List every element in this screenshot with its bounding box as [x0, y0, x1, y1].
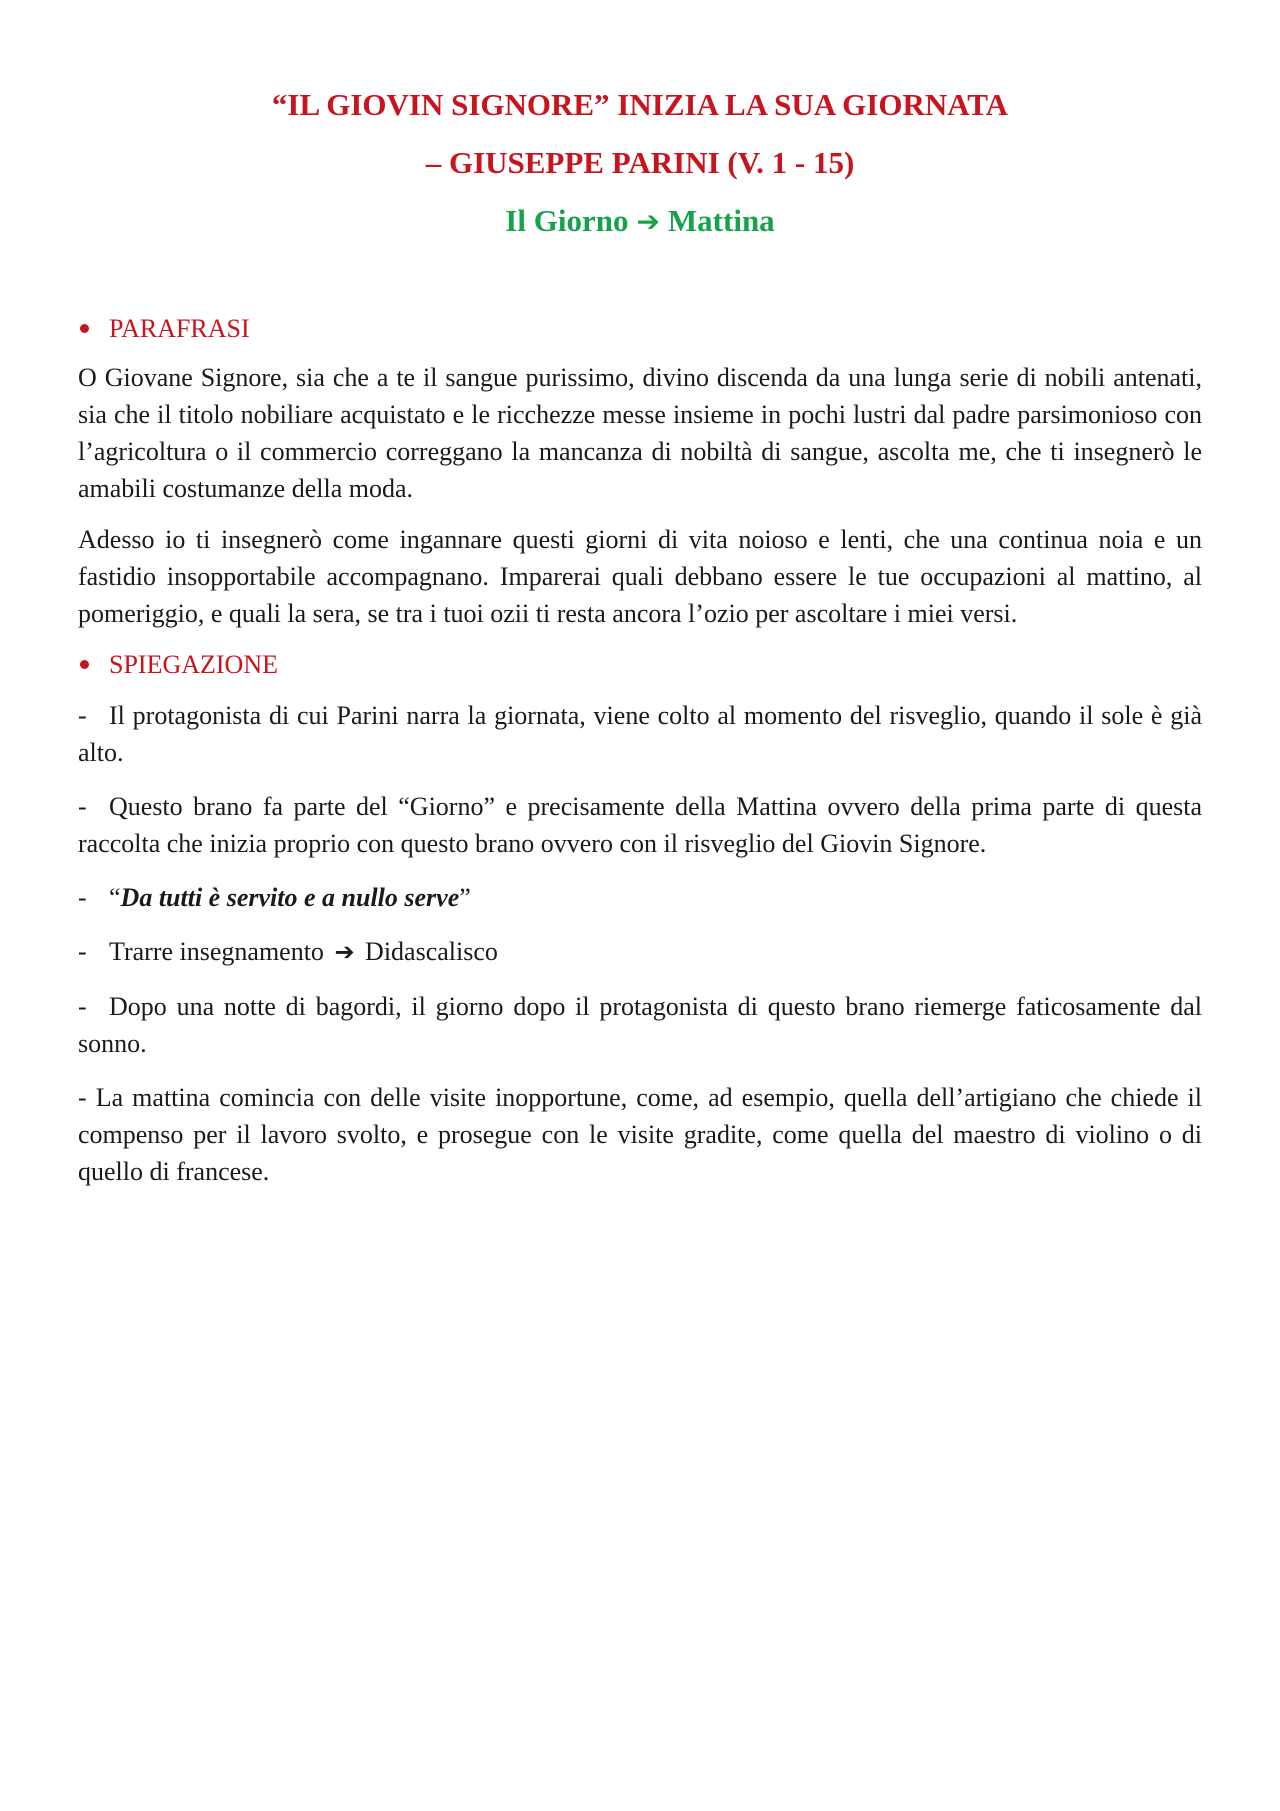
quote-close: ”	[459, 883, 471, 912]
bullet-icon	[80, 660, 89, 669]
dash-marker: -	[78, 937, 87, 966]
quote-open: “	[109, 883, 121, 912]
title-line-2: – GIUSEPPE PARINI (V. 1 - 15)	[425, 145, 855, 180]
spiegazione-item-text: La mattina comincia con delle visite inopportune, come, ad esempio, quella dell’artigiano che chiede il compenso per il lavoro svolto, e prosegue con le visite gradite, come quella del maestro di violino o di quello di francese.	[78, 1083, 1203, 1186]
spiegazione-item	[78, 697, 1202, 771]
bullet-icon	[80, 324, 89, 333]
subtitle	[0, 192, 1280, 251]
right-arrow-icon: ➔	[334, 938, 355, 966]
section-heading-label: SPIEGAZIONE	[109, 650, 278, 679]
section-heading-parafrasi	[78, 310, 1202, 347]
section-heading-label: PARAFRASI	[109, 314, 250, 343]
subtitle-section: Mattina	[667, 203, 775, 238]
spiegazione-item-text: Il protagonista di cui Parini narra la giornata, viene colto al momento del risveglio, quando il sole è già alto.	[78, 701, 1202, 767]
didattica-right: Didascalisco	[365, 937, 498, 966]
spiegazione-item	[78, 1079, 1202, 1190]
spiegazione-item	[78, 788, 1202, 862]
document-body	[78, 310, 1202, 1207]
quote-text: Da tutti è servito e a nullo serve	[120, 883, 460, 912]
right-arrow-icon: ➔	[636, 205, 660, 238]
title-line-1: “IL GIOVIN SIGNORE” INIZIA LA SUA GIORNATA	[271, 87, 1009, 122]
didattica-left: Trarre insegnamento	[109, 937, 324, 966]
spiegazione-item	[78, 988, 1202, 1062]
dash-marker: -	[78, 883, 87, 912]
parafrasi-paragraph: Adesso io ti insegnerò come ingannare questi giorni di vita noioso e lenti, che una continua noia e un fastidio insopportabile accompagnano. Imparerai quali debbano essere le tue occupazioni al mattino, al pomeriggio, e quali la sera, se tra i tuoi ozii ti resta ancora l’ozio per ascoltare i miei versi.	[78, 525, 1202, 628]
dash-marker: -	[78, 792, 87, 821]
spiegazione-quote	[78, 879, 1202, 916]
spiegazione-item-text: Dopo una notte di bagordi, il giorno dopo il protagonista di questo brano riemerge faticosamente dal sonno.	[78, 992, 1202, 1058]
title-block	[0, 76, 1280, 251]
dash-marker: -	[78, 1083, 87, 1112]
subtitle-work: Il Giorno	[505, 203, 629, 238]
spiegazione-didattica	[78, 933, 1202, 971]
dash-marker: -	[78, 701, 87, 730]
dash-marker: -	[78, 992, 87, 1021]
section-heading-spiegazione	[78, 646, 1202, 683]
parafrasi-paragraph: O Giovane Signore, sia che a te il sangue purissimo, divino discenda da una lunga serie di nobili antenati, sia che il titolo nobiliare acquistato e le ricchezze messe insieme in pochi lustri dal padre parsimonioso con l’agricoltura o il commercio correggano la mancanza di nobiltà di sangue, ascolta me, che ti insegnerò le amabili costumanze della moda.	[78, 363, 1202, 503]
spiegazione-item-text: Questo brano fa parte del “Giorno” e precisamente della Mattina ovvero della prima parte di questa raccolta che inizia proprio con questo brano ovvero con il risveglio del Giovin Signore.	[78, 792, 1202, 858]
